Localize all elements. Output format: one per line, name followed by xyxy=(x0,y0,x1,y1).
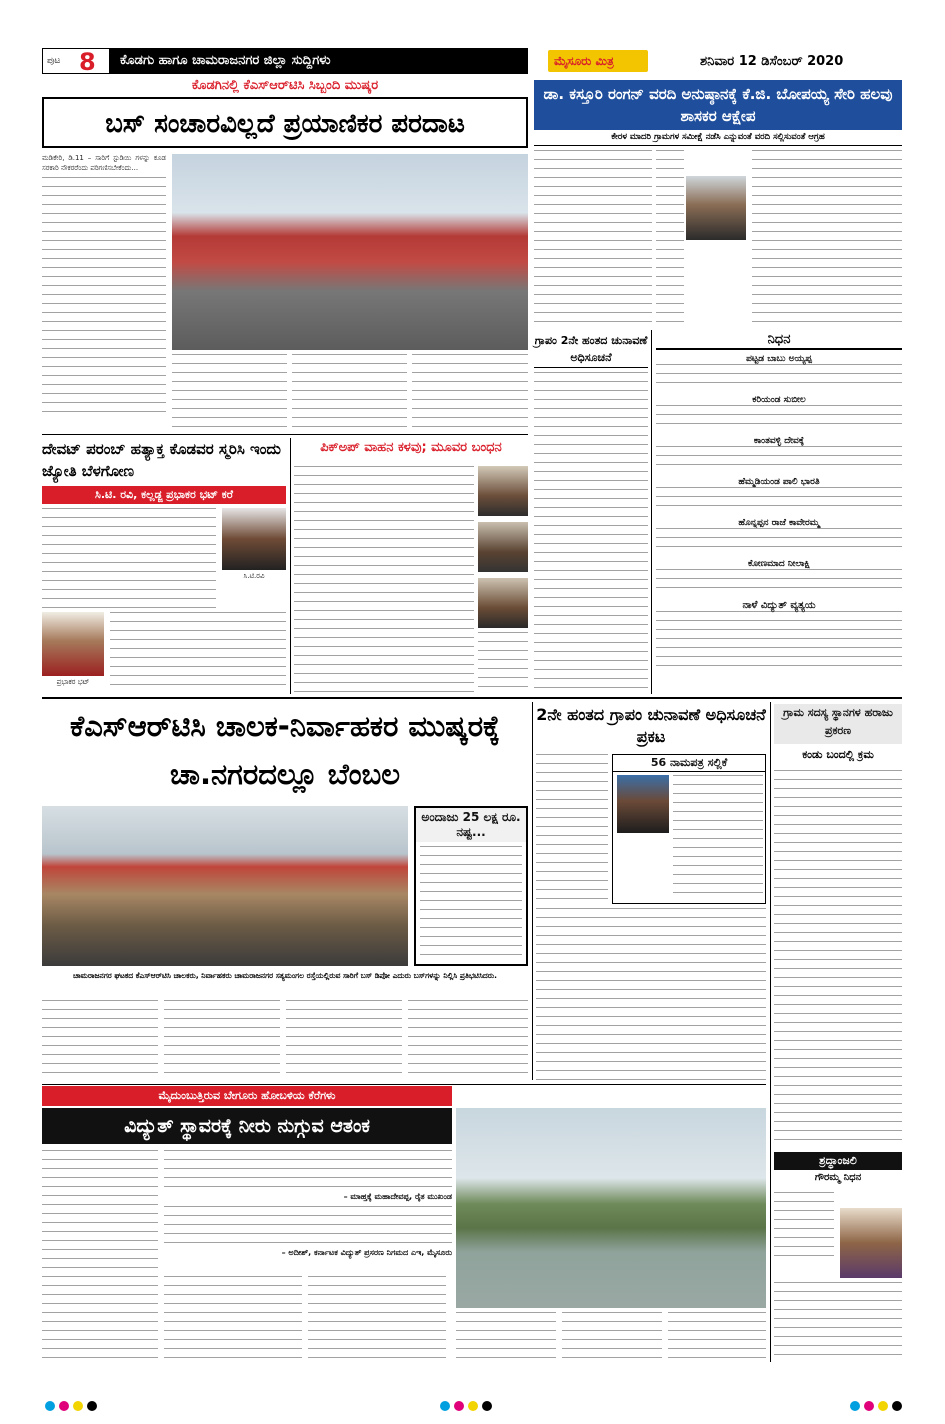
official-photo xyxy=(617,775,669,833)
column-rule xyxy=(651,330,652,694)
kasturirangan-headline: ಡಾ. ಕಸ್ತೂರಿ ರಂಗನ್ ವರದಿ ಅನುಷ್ಠಾನಕ್ಕೆ ಕೆ.ಜಿ. ಬೋಪಯ್ಯ ಸೇರಿ ಹಲವು ಶಾಸಕರ ಆಕ್ಷೇಪ xyxy=(534,80,902,130)
registration-marks-left xyxy=(45,1396,101,1408)
beguru-body-col1 xyxy=(42,1150,158,1362)
obit-6-name: ಕೋಣಮಾದ ನೀಲಾಕ್ಷಿ xyxy=(747,559,811,569)
panchayat-second-headline: ಗ್ರಾಪಂ 2ನೇ ಹಂತದ ಚುನಾವಣೆ ಅಧಿಸೂಚನೆ xyxy=(534,332,648,368)
prabhakar-bhat-photo xyxy=(42,612,104,676)
tribute-title: ಶ್ರದ್ಧಾಂಜಲಿ xyxy=(774,1152,902,1170)
magenta-dot xyxy=(454,1401,464,1411)
gram-notification-body-a xyxy=(536,754,608,904)
magenta-dot xyxy=(59,1401,69,1411)
gram-notification-body-b xyxy=(536,908,766,1080)
accused-photo-3 xyxy=(478,578,528,628)
body-text xyxy=(668,1312,766,1362)
obituaries-title: ನಿಧನ xyxy=(656,332,902,350)
row-rule xyxy=(42,697,902,699)
beguru-quote-1-attr: – ಮಾಹ್ತಕ್ಕೆ ಮಹಾದೇವಪ್ಪ, ರೈತ ಮುಖಂಡ xyxy=(343,1192,452,1201)
ct-ravi-caption: ಸಿ.ಟಿ.ರವಿ xyxy=(243,572,265,580)
yellow-dot xyxy=(468,1401,478,1411)
loss-box-body xyxy=(420,846,522,956)
cnagar-photo-caption: ಚಾಮರಾಜನಗರ ಘಟಕದ ಕೆಎಸ್‌ಆರ್‌ಟಿಸಿ ಚಾಲಕರು, ನಿರ್ವಾಹಕರು ಚಾಮರಾಜನಗರ ಸತ್ಯಮಂಗಲ ರಸ್ತೆಯಲ್ಲಿರುವ ಸಾರಿಗೆ ಬಸ್ ಡಿಪೋ ಎದುರು ಬಸ್‌ಗಳನ್ನು ನಿಲ್ಲಿಸಿ ಪ್ರತಿಭಟಿಸಿದರು. xyxy=(73,971,497,980)
yellow-dot xyxy=(73,1401,83,1411)
pickup-theft-headline: ಪಿಕ್‌ಅಪ್ ವಾಹನ ಕಳವು; ಮೂವರ ಬಂಧನ xyxy=(320,440,502,455)
obit-1-body xyxy=(656,364,902,391)
devat-parambu-body-b xyxy=(110,612,286,692)
nomination-box-title: 56 ನಾಮಪತ್ರ ಸಲ್ಲಿಕೆ xyxy=(613,755,765,772)
devat-parambu-body-a xyxy=(42,508,216,608)
pickup-theft-body-a xyxy=(294,466,474,692)
gram-notification-headline: 2ನೇ ಹಂತದ ಗ್ರಾಪಂ ಚುನಾವಣೆ ಅಧಿಸೂಚನೆ ಪ್ರಕಟ xyxy=(536,705,766,746)
section-label: ಪುಟ xyxy=(47,56,61,66)
cyan-dot xyxy=(850,1401,860,1411)
column-rule xyxy=(290,438,291,694)
registration-marks-right xyxy=(850,1396,906,1408)
ksrtc-kodagu-dateline: ಮಡಿಕೇರಿ, ಡಿ.11 – ಸಾರಿಗೆ ಸ್ಟುಡಿಯಿ ಗಳನ್ನು ಕೂಡ ಸರಕಾರಿ ನೌಕರರೆಂದು ಪರಿಗಣಿಸಬೇಕೆಂದು... xyxy=(42,154,166,172)
tribute-body-a xyxy=(774,1192,834,1262)
section-title: ಕೊಡಗು ಹಾಗೂ ಚಾಮರಾಜನಗರ ಜಿಲ್ಲಾ ಸುದ್ದಿಗಳು xyxy=(120,53,331,68)
section-tab xyxy=(42,48,110,74)
cnagar-protest-photo xyxy=(42,806,408,966)
pickup-theft-body-b xyxy=(478,632,528,692)
beguru-kicker: ಮೈದುಂಬುತ್ತಿರುವ ಬೇಗೂರು ಹೋಬಳಿಯ ಕೆರೆಗಳು xyxy=(42,1086,452,1106)
magenta-dot xyxy=(864,1401,874,1411)
reservation-subhead: ಕಂಡು ಬಂದಲ್ಲಿ ಕ್ರಮ xyxy=(802,748,874,761)
black-dot xyxy=(482,1401,492,1411)
column-rule xyxy=(532,702,533,1080)
beguru-quote-2-attr: – ಅದೀಶ್, ಕರ್ನಾಟಕ ವಿದ್ಯುತ್ ಪ್ರಸರಣ ನಿಗಮದ ಎಇ, ಮೈಸೂರು xyxy=(281,1248,452,1257)
obit-4-body xyxy=(656,487,902,514)
beguru-quote-1 xyxy=(164,1150,452,1190)
nomination-box xyxy=(612,754,766,904)
tribute-subtitle: ಗೌರಮ್ಮ ನಿಧನ xyxy=(814,1172,862,1183)
obit-6-body xyxy=(656,569,902,596)
loss-box xyxy=(414,806,528,966)
loss-box-title: ಅಂದಾಜು 25 ಲಕ್ಷ ರೂ. ನಷ್ಟ... xyxy=(416,808,526,842)
panchayat-second-body xyxy=(534,372,648,694)
body-text xyxy=(456,1312,556,1362)
bus-depot-photo xyxy=(172,154,528,350)
body-text xyxy=(172,354,287,430)
gowramma-photo xyxy=(840,1208,902,1278)
paper-name: ಮೈಸೂರು ಮಿತ್ರ xyxy=(554,54,614,68)
kasturirangan-subhead: ಕೇರಳ ಮಾದರಿ ಗ್ರಾಮಗಳ ಸಮೀಕ್ಷೆ ನಡೆಸಿ ಎನ್ನುವಂತೆ ವರದಿ ಸಲ್ಲಿಸುವಂತೆ ಆಗ್ರಹ xyxy=(534,132,902,146)
body-text xyxy=(308,1276,446,1362)
obit-2-name: ಕರಿಯಂಡ ಸುಬೀಲ xyxy=(752,395,806,405)
beguru-headline: ವಿದ್ಯುತ್ ಸ್ಥಾವರಕ್ಕೆ ನೀರು ನುಗ್ಗುವ ಆತಂಕ xyxy=(42,1108,452,1144)
ksrtc-cnagar-headline: ಕೆಎಸ್‌ಆರ್‌ಟಿಸಿ ಚಾಲಕ-ನಿರ್ವಾಹಕರ ಮುಷ್ಕರಕ್ಕೆ ಚಾ.ನಗರದಲ್ಲೂ ಬೆಂಬಲ xyxy=(69,709,501,791)
black-dot xyxy=(87,1401,97,1411)
kasturirangan-body-col2 xyxy=(656,150,684,328)
ksrtc-kodagu-body-col1 xyxy=(42,154,166,429)
page-number: 8 xyxy=(79,48,96,76)
tribute-body-b xyxy=(774,1282,902,1362)
row-rule xyxy=(42,434,528,435)
obituaries-block xyxy=(656,332,902,694)
cyan-dot xyxy=(440,1401,450,1411)
cyan-dot xyxy=(45,1401,55,1411)
nomination-box-body xyxy=(673,775,763,899)
body-text xyxy=(42,177,166,417)
obit-5-body xyxy=(656,528,902,555)
beguru-quote-box xyxy=(164,1150,452,1270)
body-text xyxy=(164,1000,280,1080)
column-rule xyxy=(770,702,771,1362)
black-dot xyxy=(892,1401,902,1411)
beguru-quote-2 xyxy=(164,1206,452,1246)
body-text xyxy=(412,354,528,430)
body-text xyxy=(408,1000,528,1080)
body-text xyxy=(42,1000,158,1080)
yellow-dot xyxy=(878,1401,888,1411)
obit-4-name: ಹೆಮ್ಮಡಿಯಂಡ ಪಾಲಿ ಭಾರತಿ xyxy=(738,477,820,487)
issue-date: ಶನಿವಾರ 12 ಡಿಸೆಂಬರ್ 2020 xyxy=(700,54,844,69)
reservation-body xyxy=(774,770,902,1148)
ksrtc-kodagu-kicker: ಕೊಡಗಿನಲ್ಲಿ ಕೆಎಸ್‌ಆರ್‌ಟಿಸಿ ಸಿಬ್ಬಂದಿ ಮುಷ್ಕರ xyxy=(191,78,379,93)
accused-photo-2 xyxy=(478,522,528,572)
body-text xyxy=(286,1000,402,1080)
ct-ravi-photo xyxy=(222,508,286,570)
row-rule xyxy=(42,1084,766,1085)
power-cut-body xyxy=(656,611,902,669)
bopaiah-photo xyxy=(686,176,746,240)
beguru-body-lower xyxy=(164,1276,766,1362)
reservation-headline: ಗ್ರಾಮ ಸದಸ್ಯ ಸ್ಥಾನಗಳ ಹರಾಜು ಪ್ರಕರಣ xyxy=(774,704,902,744)
page-header xyxy=(42,48,528,74)
obit-2-body xyxy=(656,405,902,432)
devat-parambu-headline: ದೇವಟ್ ಪರಂಬ್ ಹತ್ಯಾಕ್ತ ಕೊಡವರ ಸ್ಮರಿಸಿ ಇಂದು ಜ್ಯೋತಿ ಬೆಳಗೋಣ xyxy=(42,440,281,480)
obit-3-body xyxy=(656,446,902,473)
ksrtc-kodagu-body-cols xyxy=(172,354,528,430)
masthead-logo xyxy=(548,50,648,72)
kasturirangan-body-col1 xyxy=(534,150,652,328)
prabhakar-bhat-caption: ಪ್ರಭಾಕರ ಭಟ್ xyxy=(56,678,90,686)
obit-1-name: ಪಟ್ಟಡ ಬಾಬು ಅಯ್ಯಪ್ಪ xyxy=(746,354,812,364)
kasturirangan-body-col3 xyxy=(752,150,902,328)
registration-marks-center xyxy=(440,1396,496,1408)
ksrtc-kodagu-headline: ಬಸ್ ಸಂಚಾರವಿಲ್ಲದೆ ಪ್ರಯಾಣಿಕರ ಪರದಾಟ xyxy=(42,97,528,148)
accused-photo-1 xyxy=(478,466,528,516)
body-text xyxy=(292,354,407,430)
obit-3-name: ಕಾಂತವಳ್ಳಿ ದೇವಕ್ಕೆ xyxy=(753,436,805,446)
obit-5-name: ಹೊನ್ನಪ್ಪನ ರಾಜೆ ಕಾವೇರಮ್ಮ xyxy=(738,518,820,528)
body-text xyxy=(562,1312,662,1362)
body-text xyxy=(164,1276,302,1362)
power-cut-title: ನಾಳೆ ವಿದ್ಯುತ್ ವ್ಯತ್ಯಯ xyxy=(742,600,816,611)
ksrtc-cnagar-body xyxy=(42,1000,528,1080)
devat-parambu-subhead: ಸಿ.ಟಿ. ರವಿ, ಕಲ್ಲಡ್ಜ ಪ್ರಭಾಕರ ಭಟ್ ಕರೆ xyxy=(42,486,286,504)
